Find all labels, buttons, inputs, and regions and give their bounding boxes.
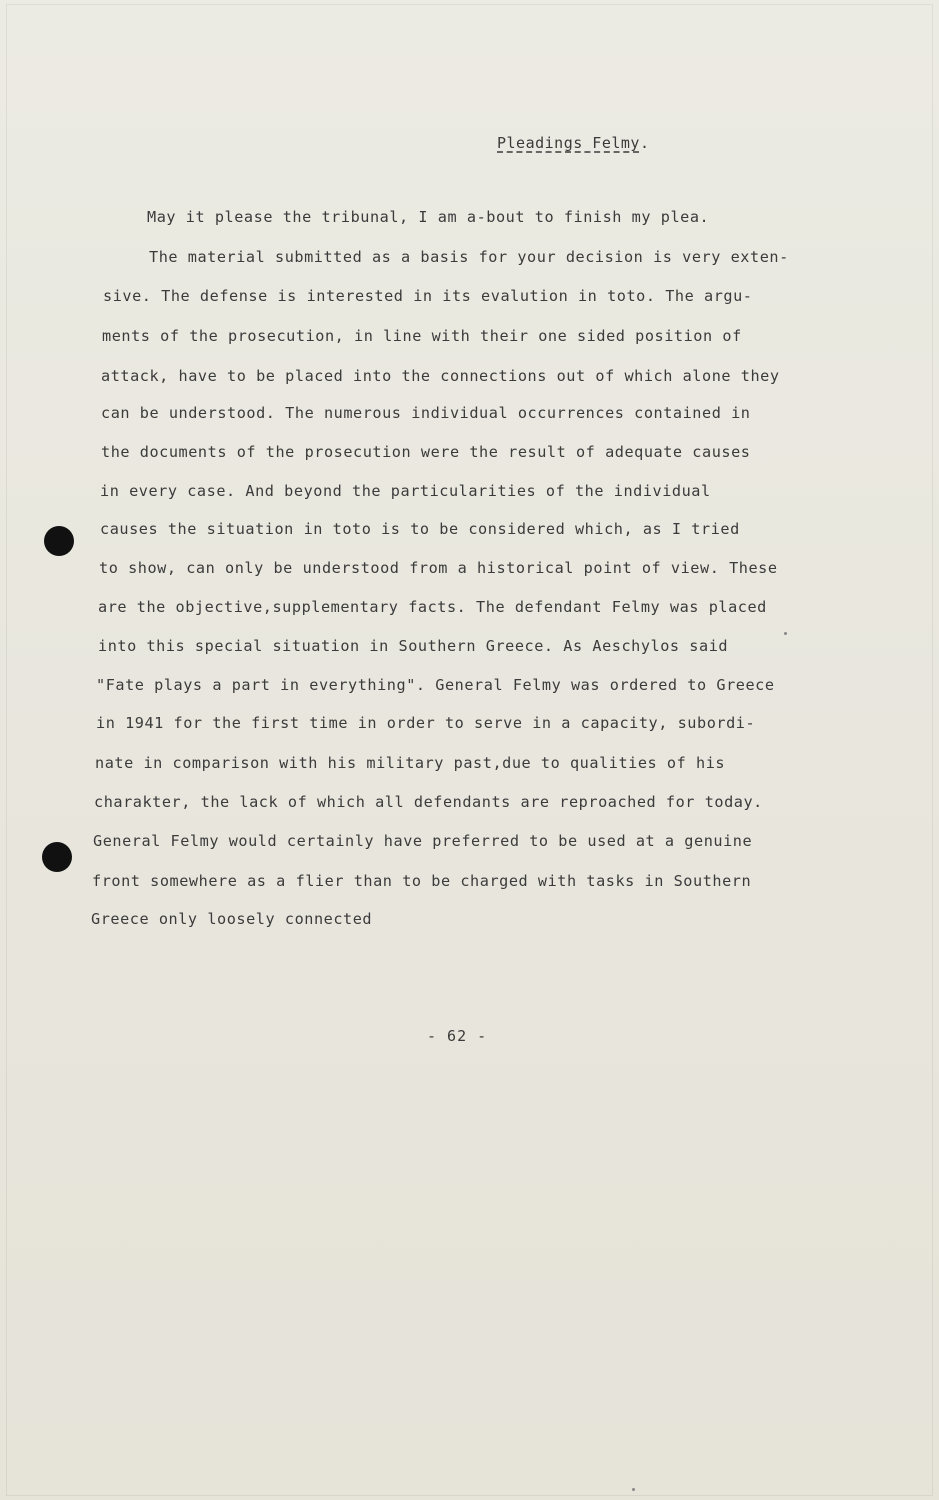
text-line-15: nate in comparison with his military past,due to qualities of his [95, 754, 726, 772]
text-line-2: The material submitted as a basis for your decision is very exten- [149, 248, 789, 266]
punch-hole-top [44, 526, 74, 556]
page-title [497, 134, 650, 152]
punch-hole-bottom [42, 842, 72, 872]
text-line-18: front somewhere as a flier than to be charged with tasks in Southern [92, 872, 752, 890]
text-line-3: sive. The defense is interested in its evalution in toto. The argu- [103, 287, 753, 305]
page-title-period: . [639, 134, 650, 152]
text-line-4: ments of the prosecution, in line with their one sided position of [102, 327, 742, 345]
text-line-9: causes the situation in toto is to be considered which, as I tried [100, 520, 740, 538]
page-number: - 62 - [427, 1027, 488, 1045]
text-line-6: can be understood. The numerous individual occurrences contained in [101, 404, 751, 422]
text-line-5: attack, have to be placed into the connections out of which alone they [101, 367, 780, 385]
paper-speck [632, 1488, 635, 1491]
paper-speck [784, 632, 787, 635]
page-title-underlined: Pleadings Felmy [497, 134, 640, 152]
text-line-19: Greece only loosely connected [91, 910, 373, 928]
text-line-13: "Fate plays a part in everything". General Felmy was ordered to Greece [96, 676, 775, 694]
page-border [6, 4, 933, 1496]
text-line-8: in every case. And beyond the particularities of the individual [100, 482, 711, 500]
text-line-16: charakter, the lack of which all defendants are reproached for today. [94, 793, 763, 811]
text-line-11: are the objective,supplementary facts. The defendant Felmy was placed [98, 598, 767, 616]
text-line-7: the documents of the prosecution were the result of adequate causes [101, 443, 751, 461]
text-line-10: to show, can only be understood from a historical point of view. These [99, 559, 778, 577]
text-line-12: into this special situation in Southern Greece. As Aeschylos said [98, 637, 729, 655]
text-line-17: General Felmy would certainly have preferred to be used at a genuine [93, 832, 753, 850]
text-line-1: May it please the tribunal, I am a-bout to finish my plea. [147, 208, 710, 226]
text-line-14: in 1941 for the first time in order to serve in a capacity, subordi- [96, 714, 756, 732]
